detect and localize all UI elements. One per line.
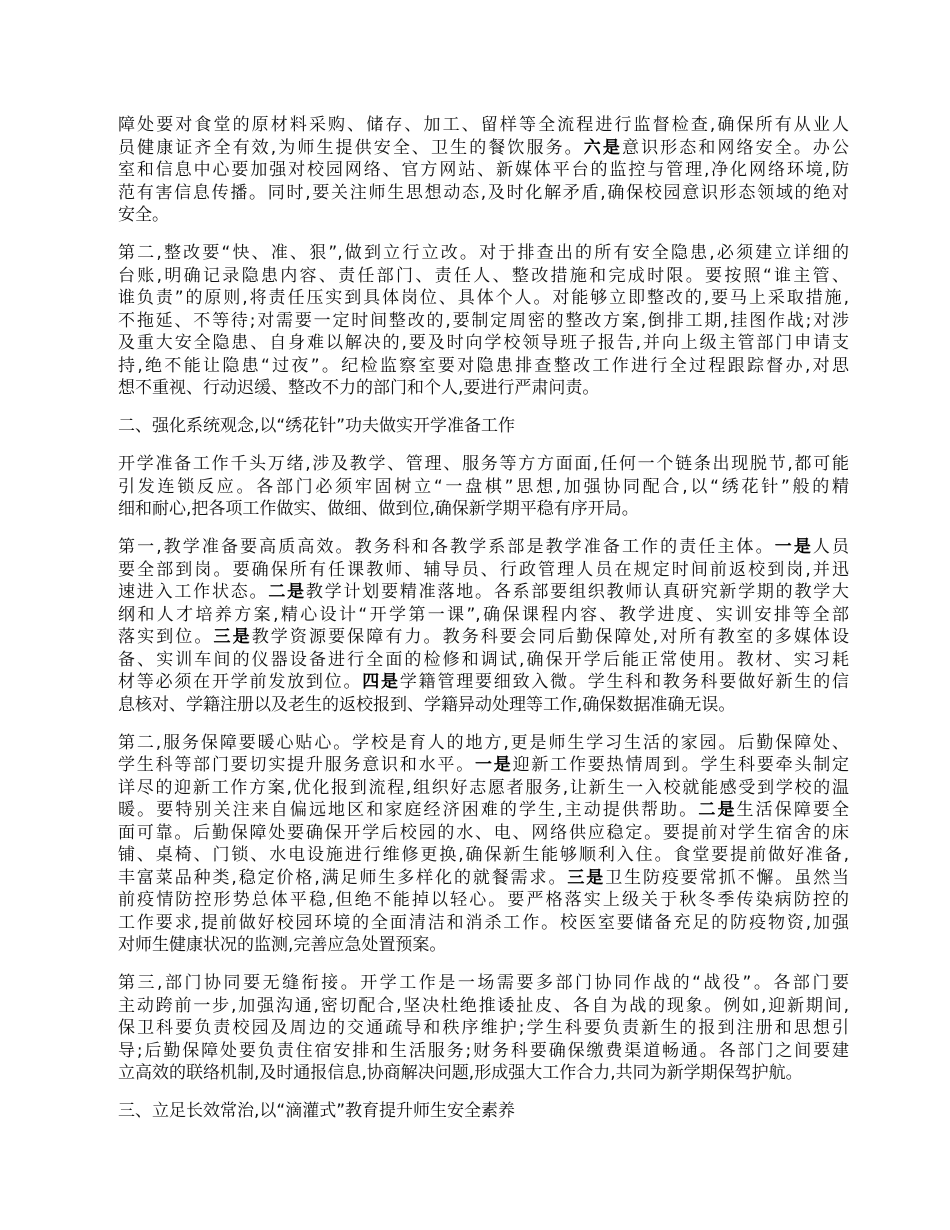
bold-keyword: 一是 — [774, 537, 813, 557]
text-line: 前疫情防控形势总体平稳,但绝不能掉以轻心。要严格落实上级关于秋冬季传染病防控的 — [118, 890, 849, 910]
text-line: 开学准备工作千头万绪,涉及教学、管理、服务等方方面面,任何一个链条出现脱节,都可能 — [118, 454, 849, 474]
text-line: 细和耐心,把各项工作做实、做细、做到位,确保新学期平稳有序开局。 — [118, 499, 639, 519]
section-heading — [118, 415, 849, 438]
bold-keyword: 四是 — [362, 672, 400, 692]
text-segment: 速进入工作状态。 — [118, 582, 269, 602]
text-segment: 员健康证齐全有效,为师生提供安全、卫生的餐饮服务。 — [118, 137, 584, 158]
paragraph — [118, 453, 849, 521]
text-segment: 卫生防疫要常抓不懈。虽然当 — [605, 867, 850, 888]
text-line — [118, 536, 849, 559]
text-segment: 第一,教学准备要高质高效。教务科和各教学系部是教学准备工作的责任主体。 — [118, 537, 775, 557]
paragraph — [118, 114, 849, 227]
text-segment: 学籍管理要细致入微。学生科和教务科要做好新生的信 — [399, 672, 850, 692]
text-line: 第二,服务保障要暖心贴心。学校是育人的地方,更是师生学习生活的家园。后勤保障处、 — [118, 732, 849, 753]
text-line: 谁负责”的原则,将责任压实到具体岗位、具体个人。对能够立即整改的,要马上采取措施, — [118, 288, 849, 308]
text-line — [118, 671, 849, 694]
text-segment: 落实到位。 — [118, 627, 214, 647]
text-line — [118, 137, 849, 160]
paragraph — [118, 242, 849, 400]
bold-keyword: 三是 — [213, 627, 252, 647]
text-line — [118, 867, 849, 890]
text-line — [118, 754, 849, 777]
text-line: 范有害信息传播。同时,要关注师生思想动态,及时化解矛盾,确保校园意识形态领域的绝对 — [118, 182, 849, 203]
text-line: 二、强化系统观念,以“绣花针”功夫做实开学准备工作 — [118, 416, 516, 436]
text-line: 要全部到岗。要确保所有任课教师、辅导员、行政管理人员在规定时间前返校到岗,并迅 — [118, 559, 849, 580]
text-line: 纲和人才培养方案,精心设计“开学第一课”,确保课程内容、教学进度、实训安排等全部 — [118, 604, 849, 625]
text-line: 室和信息中心要加强对校园网络、官方网站、新媒体平台的监控与管理,净化网络环境,防 — [118, 160, 849, 180]
text-line: 第三,部门协同要无缝衔接。开学工作是一场需要多部门协同作战的“战役”。各部门要 — [118, 973, 849, 993]
text-segment: 教学资源要保障有力。教务科要会同后勤保障处,对所有教室的多媒体设 — [251, 627, 850, 647]
text-line: 不拖延、不等待;对需要一定时间整改的,要制定周密的整改方案,倒排工期,挂图作战;对涉 — [118, 310, 849, 331]
bold-keyword: 二是 — [268, 582, 306, 602]
section-heading — [118, 1100, 849, 1123]
text-line: 面可靠。后勤保障处要确保开学后校园的水、电、网络供应稳定。要提前对学生宿舍的床 — [118, 822, 849, 843]
bold-keyword: 六是 — [583, 137, 622, 158]
paragraph — [118, 732, 849, 957]
paragraph — [118, 972, 849, 1085]
text-line: 主动跨前一步,加强沟通,密切配合,坚决杜绝推诿扯皮、各自为战的现象。例如,迎新期间, — [118, 995, 849, 1016]
text-line — [118, 799, 849, 822]
text-line: 持,绝不能让隐患“过夜”。纪检监察室要对隐患排查整改工作进行全过程跟踪督办,对思 — [118, 355, 849, 376]
text-segment: 丰富菜品种类,稳定价格,满足师生多样化的就餐需求。 — [118, 867, 568, 888]
bold-keyword: 三是 — [567, 867, 606, 888]
text-segment: 材等必须在开学前发放到位。 — [118, 672, 363, 692]
text-segment: 迎新工作要热情周到。学生科要牵头制定 — [512, 755, 850, 775]
text-line: 工作要求,提前做好校园环境的全面清洁和消杀工作。校医室要储备充足的防疫物资,加强 — [118, 912, 849, 933]
text-line: 铺、桌椅、门锁、水电设施进行维修更换,确保新生能够顺利入住。食堂要提前做好准备, — [118, 845, 849, 865]
text-segment: 生活保障要全 — [736, 800, 850, 820]
text-line: 引发连锁反应。各部门必须牢固树立“一盘棋”思想,加强协同配合,以“绣花针”般的精 — [118, 476, 849, 497]
text-line: 想不重视、行动迟缓、整改不力的部门和个人,要进行严肃问责。 — [118, 378, 600, 398]
text-segment: 教学计划要精准落地。各系部要组织教师认真研究新学期的教学大 — [305, 582, 850, 602]
text-line: 障处要对食堂的原材料采购、储存、加工、留样等全流程进行监督检查,确保所有从业人 — [118, 115, 849, 135]
text-line: 台账,明确记录隐患内容、责任部门、责任人、整改措施和完成时限。要按照“谁主管、 — [118, 265, 849, 286]
text-line: 及重大安全隐患、自身难以解决的,要及时向学校领导班子报告,并向上级主管部门申请支 — [118, 333, 849, 353]
text-line: 三、立足长效常治,以“滴灌式”教育提升师生安全素养 — [118, 1101, 516, 1121]
paragraph — [118, 536, 849, 716]
text-segment: 学生科等部门要切实提升服务意识和水平。 — [118, 755, 475, 775]
text-line: 保卫科要负责校园及周边的交通疏导和秩序维护;学生科要负责新生的报到注册和思想引 — [118, 1018, 849, 1038]
bold-keyword: 二是 — [698, 800, 737, 820]
document-body — [118, 114, 849, 1138]
text-line: 息核对、学籍注册以及老生的返校报到、学籍异动处理等工作,确保数据准确无误。 — [118, 694, 736, 715]
text-line: 安全。 — [118, 205, 169, 225]
text-line: 立高效的联络机制,及时通报信息,协商解决问题,形成强大工作合力,共同为新学期保驾护航。 — [118, 1063, 803, 1083]
text-segment: 人员 — [812, 537, 850, 557]
text-line: 备、实训车间的仪器设备进行全面的检修和调试,确保开学后能正常使用。教材、实习耗 — [118, 649, 849, 670]
text-line — [118, 581, 849, 604]
text-segment: 意识形态和网络安全。办公 — [621, 137, 850, 158]
text-line: 第二,整改要“快、准、狠”,做到立行立改。对于排查出的所有安全隐患,必须建立详细的 — [118, 243, 849, 263]
text-line — [118, 626, 849, 649]
text-segment: 暖。要特别关注来自偏远地区和家庭经济困难的学生,主动提供帮助。 — [118, 800, 699, 820]
text-line: 详尽的迎新工作方案,优化报到流程,组织好志愿者服务,让新生一入校就能感受到学校的温 — [118, 777, 849, 798]
text-line: 导;后勤保障处要负责住宿安排和生活服务;财务科要确保缴费渠道畅通。各部门之间要建 — [118, 1040, 849, 1061]
bold-keyword: 一是 — [475, 755, 513, 775]
text-line: 对师生健康状况的监测,完善应急处置预案。 — [118, 935, 447, 955]
